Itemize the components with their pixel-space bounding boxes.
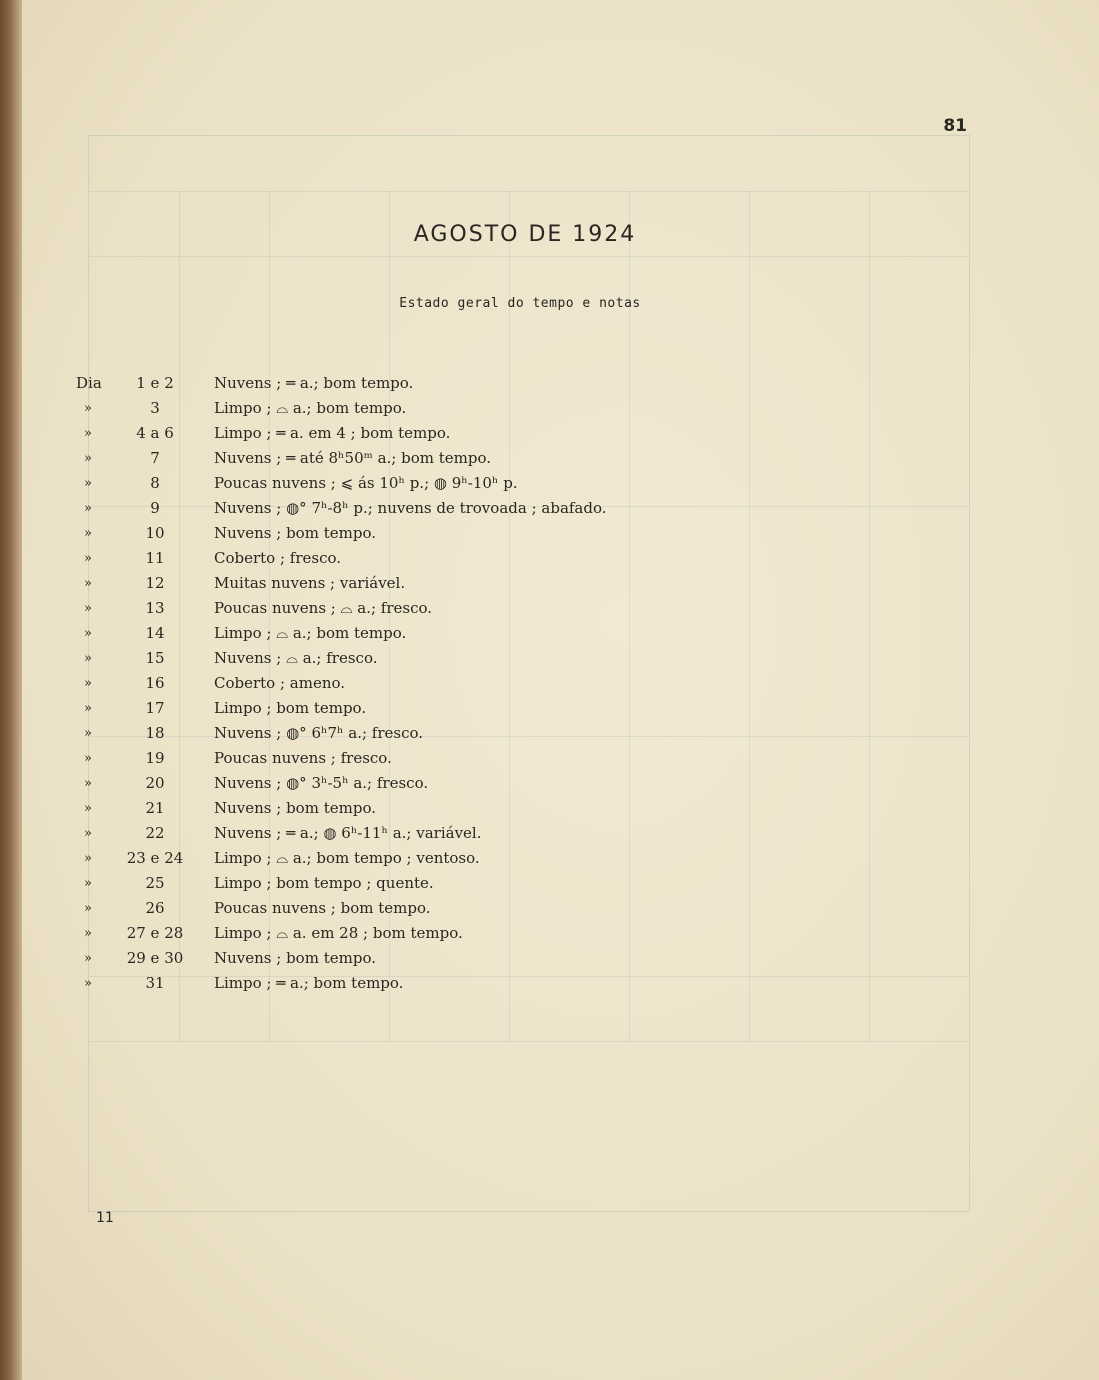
entry-note: Limpo ; ═ a.; bom tempo. [214, 974, 404, 992]
ditto-mark: » [84, 601, 92, 616]
entry-day: 12 [145, 574, 165, 592]
entry-note: Limpo ; ⌓ a.; bom tempo. [214, 624, 407, 642]
entry-day: 19 [145, 749, 165, 767]
page-number: 81 [943, 116, 967, 136]
list-item [0, 371, 1099, 396]
entry-day: 29 e 30 [126, 949, 184, 967]
ditto-mark: » [84, 901, 92, 916]
entry-note: Nuvens ; bom tempo. [214, 949, 376, 967]
entry-note: Limpo ; bom tempo ; quente. [214, 874, 434, 892]
ditto-mark: » [84, 776, 92, 791]
entry-note: Nuvens ; ◍° 3ʰ-5ʰ a.; fresco. [214, 774, 429, 792]
entry-day: 1 e 2 [136, 374, 174, 392]
ditto-mark: » [84, 401, 92, 416]
ditto-mark: » [84, 526, 92, 541]
entry-note: Limpo ; ⌓ a.; bom tempo. [214, 399, 407, 417]
day-label: Dia [76, 374, 102, 392]
entry-note: Poucas nuvens ; bom tempo. [214, 899, 431, 917]
list-item [0, 621, 1099, 646]
entry-note: Nuvens ; bom tempo. [214, 799, 376, 817]
entry-day: 3 [150, 399, 160, 417]
entry-note: Muitas nuvens ; variável. [214, 574, 406, 592]
entry-day: 23 e 24 [126, 849, 184, 867]
list-item [0, 421, 1099, 446]
entry-note: Nuvens ; bom tempo. [214, 524, 376, 542]
entry-note: Nuvens ; ◍° 7ʰ-8ʰ p.; nuvens de trovoada ; abafado. [214, 499, 607, 517]
list-item [0, 971, 1099, 996]
entry-day: 31 [145, 974, 165, 992]
ditto-mark: » [84, 926, 92, 941]
entry-note: Poucas nuvens ; fresco. [214, 749, 392, 767]
ditto-mark: » [84, 651, 92, 666]
ditto-mark: » [84, 826, 92, 841]
entry-note: Limpo ; ⌓ a.; bom tempo ; ventoso. [214, 849, 480, 867]
entry-day: 15 [145, 649, 165, 667]
entry-note: Nuvens ; ═ a.; bom tempo. [214, 374, 414, 392]
ditto-mark: » [84, 451, 92, 466]
entry-note: Poucas nuvens ; ⌓ a.; fresco. [214, 599, 433, 617]
list-item [0, 496, 1099, 521]
entry-note: Nuvens ; ═ a.; ◍ 6ʰ-11ʰ a.; variável. [214, 824, 482, 842]
entry-day: 8 [150, 474, 160, 492]
entry-note: Nuvens ; ═ até 8ʰ50ᵐ a.; bom tempo. [214, 449, 492, 467]
ditto-mark: » [84, 626, 92, 641]
entry-note: Coberto ; fresco. [214, 549, 342, 567]
list-item [0, 721, 1099, 746]
entry-day: 7 [150, 449, 160, 467]
ditto-mark: » [84, 476, 92, 491]
list-item [0, 521, 1099, 546]
list-item [0, 871, 1099, 896]
ditto-mark: » [84, 876, 92, 891]
section-subtitle: Estado geral do tempo e notas [399, 296, 641, 311]
entry-day: 25 [145, 874, 165, 892]
entry-note: Limpo ; ═ a. em 4 ; bom tempo. [214, 424, 451, 442]
entry-day: 4 a 6 [136, 424, 174, 442]
ditto-mark: » [84, 851, 92, 866]
page-title: AGOSTO DE 1924 [413, 222, 637, 247]
list-item [0, 696, 1099, 721]
entry-note: Nuvens ; ◍° 6ʰ7ʰ a.; fresco. [214, 724, 424, 742]
list-item [0, 946, 1099, 971]
list-item [0, 596, 1099, 621]
entry-day: 26 [145, 899, 165, 917]
list-item [0, 396, 1099, 421]
entry-day: 21 [145, 799, 165, 817]
entry-day: 10 [145, 524, 165, 542]
list-item [0, 446, 1099, 471]
entry-day: 22 [145, 824, 165, 842]
ditto-mark: » [84, 426, 92, 441]
ditto-mark: » [84, 751, 92, 766]
entry-day: 11 [145, 549, 165, 567]
list-item [0, 896, 1099, 921]
entry-day: 17 [145, 699, 165, 717]
entry-day: 16 [145, 674, 165, 692]
entry-note: Coberto ; ameno. [214, 674, 346, 692]
entry-note: Limpo ; bom tempo. [214, 699, 367, 717]
ditto-mark: » [84, 576, 92, 591]
ditto-mark: » [84, 976, 92, 991]
list-item [0, 771, 1099, 796]
entry-note: Poucas nuvens ; ⩽ ás 10ʰ p.; ◍ 9ʰ-10ʰ p. [214, 474, 518, 492]
entry-day: 9 [150, 499, 160, 517]
ditto-mark: » [84, 951, 92, 966]
list-item [0, 746, 1099, 771]
list-item [0, 571, 1099, 596]
list-item [0, 821, 1099, 846]
entry-day: 27 e 28 [126, 924, 184, 942]
entry-day: 14 [145, 624, 165, 642]
entry-day: 20 [145, 774, 165, 792]
ditto-mark: » [84, 801, 92, 816]
signature-number: 11 [96, 1210, 114, 1226]
list-item [0, 471, 1099, 496]
entry-note: Limpo ; ⌓ a. em 28 ; bom tempo. [214, 924, 463, 942]
ditto-mark: » [84, 551, 92, 566]
list-item [0, 846, 1099, 871]
list-item [0, 796, 1099, 821]
list-item [0, 921, 1099, 946]
weather-notes-list [0, 371, 1099, 996]
ditto-mark: » [84, 501, 92, 516]
ditto-mark: » [84, 701, 92, 716]
list-item [0, 671, 1099, 696]
entry-day: 18 [145, 724, 165, 742]
entry-note: Nuvens ; ⌓ a.; fresco. [214, 649, 378, 667]
ditto-mark: » [84, 676, 92, 691]
ditto-mark: » [84, 726, 92, 741]
list-item [0, 646, 1099, 671]
list-item [0, 546, 1099, 571]
entry-day: 13 [145, 599, 165, 617]
